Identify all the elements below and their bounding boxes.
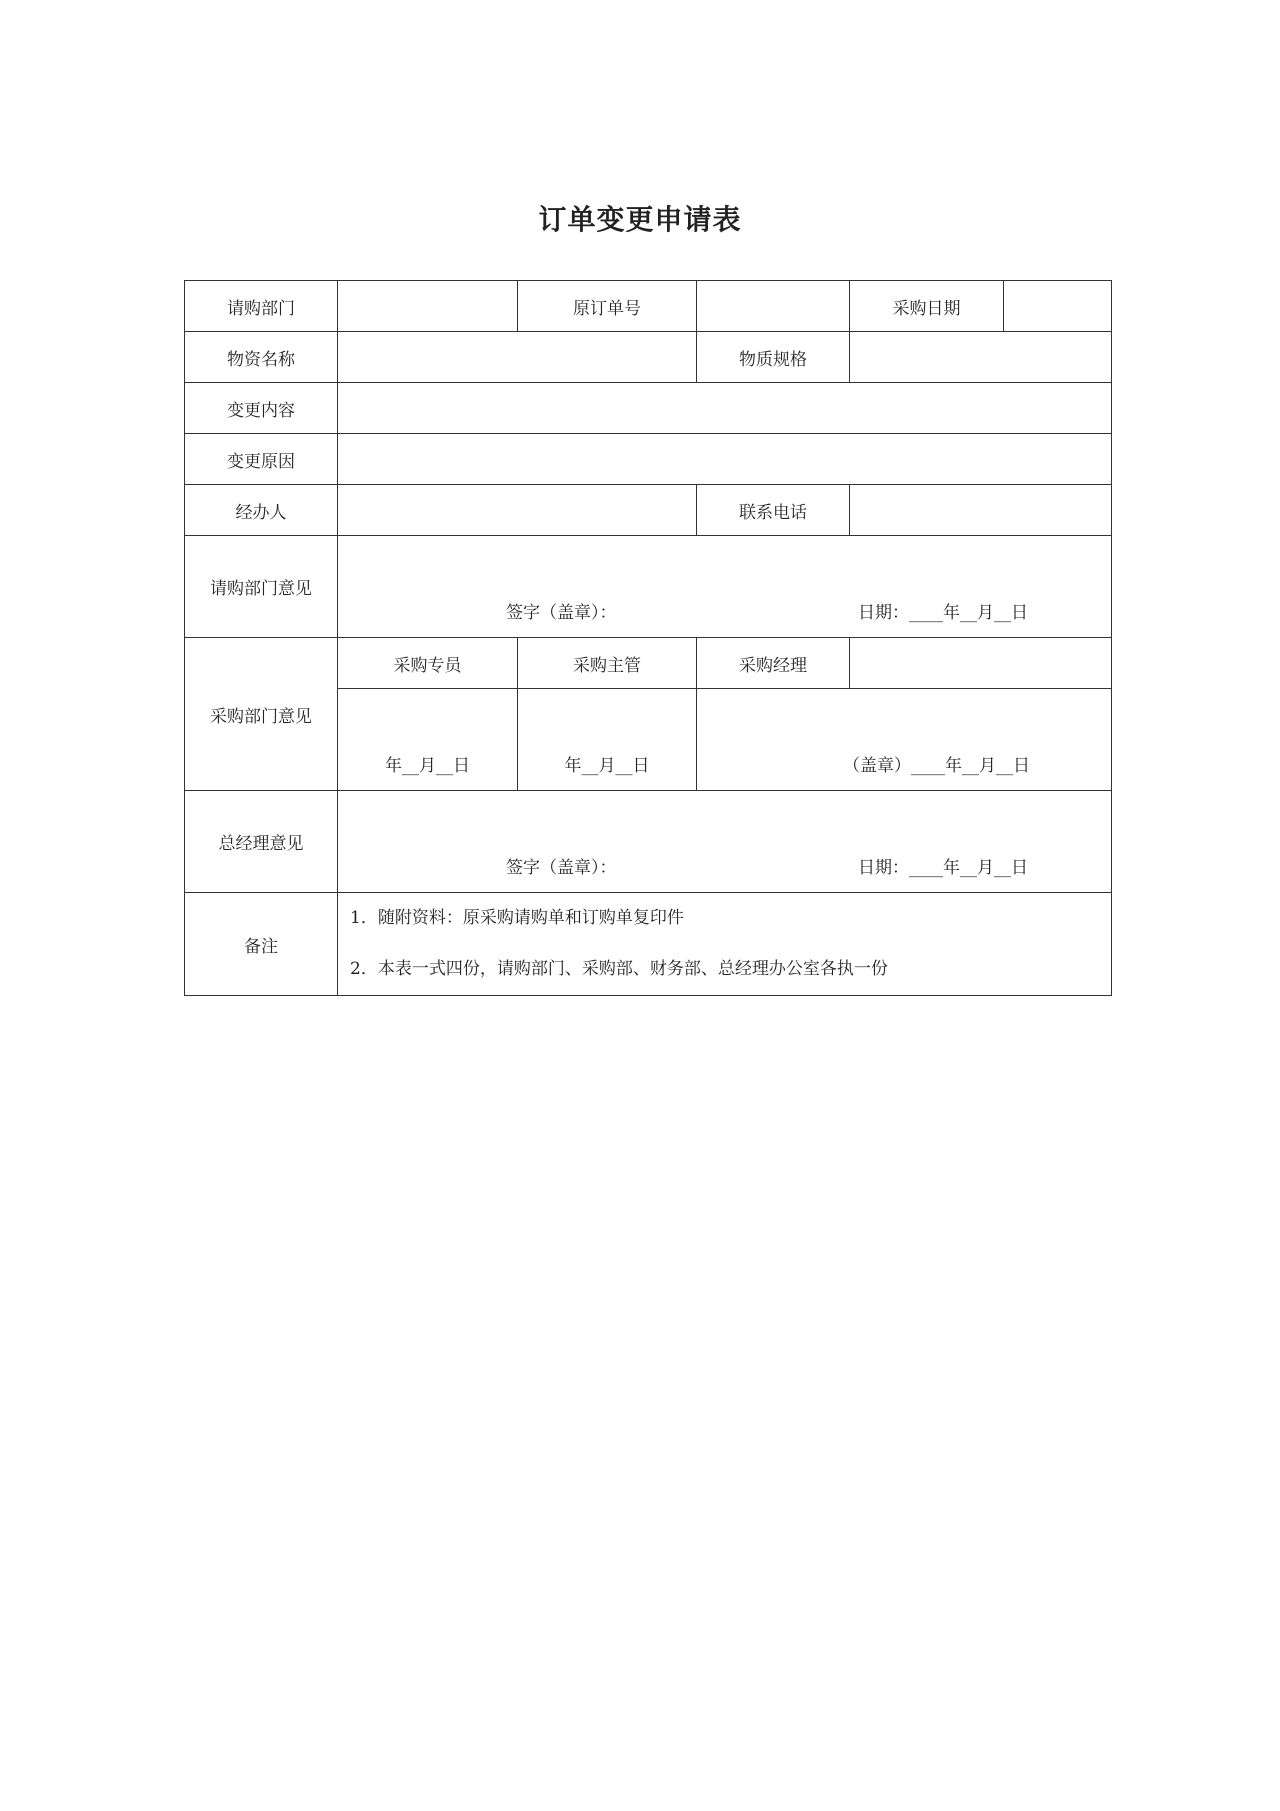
label-purchase-specialist: 采购专员 — [338, 638, 518, 689]
label-change-content: 变更内容 — [185, 383, 338, 434]
change-reason-field[interactable] — [338, 434, 1112, 485]
purchase-manager-field[interactable] — [850, 638, 1112, 689]
label-material-name: 物资名称 — [185, 332, 338, 383]
label-gm-opinion: 总经理意见 — [185, 791, 338, 893]
label-material-spec: 物质规格 — [697, 332, 850, 383]
label-purchase-supervisor: 采购主管 — [518, 638, 697, 689]
label-purchase-dept-opinion: 采购部门意见 — [185, 638, 338, 791]
label-change-reason: 变更原因 — [185, 434, 338, 485]
orig-order-no-field[interactable] — [697, 281, 850, 332]
supervisor-date[interactable]: 年__月__日 — [518, 689, 697, 791]
purchase-date-field[interactable] — [1004, 281, 1112, 332]
label-request-dept-opinion: 请购部门意见 — [185, 536, 338, 638]
handler-field[interactable] — [338, 485, 697, 536]
label-purchase-date: 采购日期 — [850, 281, 1004, 332]
specialist-date[interactable]: 年__月__日 — [338, 689, 518, 791]
sign-label: 签字（盖章）： — [506, 858, 617, 878]
change-content-field[interactable] — [338, 383, 1112, 434]
sign-label: 签字（盖章）： — [506, 603, 617, 623]
remarks-content — [338, 893, 1112, 996]
date-label: 日期：____年__月__日 — [858, 603, 1028, 623]
note-item: 1．随附资料：原采购请购单和订购单复印件 — [350, 908, 684, 928]
label-request-dept: 请购部门 — [185, 281, 338, 332]
label-phone: 联系电话 — [697, 485, 850, 536]
page-title: 订单变更申请表 — [538, 203, 742, 236]
phone-field[interactable] — [850, 485, 1112, 536]
date-label: 日期：____年__月__日 — [858, 858, 1028, 878]
label-handler: 经办人 — [185, 485, 338, 536]
request-dept-opinion-field[interactable] — [338, 536, 1112, 638]
manager-seal-date-field[interactable] — [697, 689, 1112, 791]
label-orig-order-no: 原订单号 — [518, 281, 697, 332]
order-change-form — [184, 280, 1112, 996]
request-dept-field[interactable] — [338, 281, 518, 332]
label-purchase-manager: 采购经理 — [697, 638, 850, 689]
seal-date-label: （盖章）____年__月__日 — [843, 756, 1030, 776]
gm-opinion-field[interactable] — [338, 791, 1112, 893]
material-spec-field[interactable] — [850, 332, 1112, 383]
material-name-field[interactable] — [338, 332, 697, 383]
label-remarks: 备注 — [185, 893, 338, 996]
note-item: 2．本表一式四份，请购部门、采购部、财务部、总经理办公室各执一份 — [350, 959, 888, 979]
